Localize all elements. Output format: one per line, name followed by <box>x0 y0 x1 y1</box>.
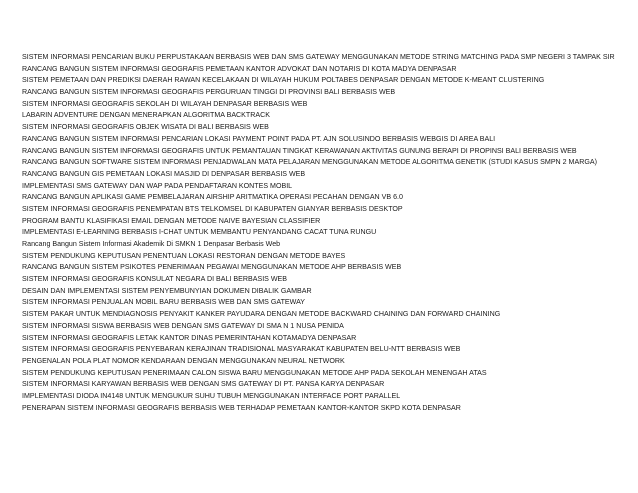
list-item: RANCANG BANGUN SISTEM INFORMASI GEOGRAFIS PERGURUAN TINGGI DI PROVINSI BALI BERBASIS WEB <box>22 88 396 97</box>
list-item: SISTEM PEMETAAN DAN PREDIKSI DAERAH RAWAN KECELAKAAN DI WILAYAH HUKUM POLTABES DENPASAR DENGAN METODE K-MEANT CLUSTERING <box>22 76 545 85</box>
list-item: SISTEM INFORMASI PENJUALAN MOBIL BARU BERBASIS WEB DAN SMS GATEWAY <box>22 298 306 307</box>
list-item: RANCANG BANGUN GIS PEMETAAN LOKASI MASJID DI DENPASAR BERBASIS WEB <box>22 169 306 178</box>
list-item: RANCANG BANGUN APLIKASI GAME PEMBELAJARAN AIRSHIP ARITMATIKA OPERASI PECAHAN DENGAN VB 6.0 <box>22 193 403 202</box>
list-item: SISTEM PENDUKUNG KEPUTUSAN PENERIMAAN CALON SISWA BARU MENGGUNAKAN METODE AHP PADA SEKOLAH MENENGAH ATAS <box>22 368 487 377</box>
list-item: LABARIN ADVENTURE DENGAN MENERAPKAN ALGORITMA BACKTRACK <box>22 111 270 120</box>
list-item: SISTEM INFORMASI GEOGRAFIS PENEMPATAN BTS TELKOMSEL DI KABUPATEN GIANYAR BERBASIS DESKTOP <box>22 204 403 213</box>
thesis-title-list <box>22 52 638 414</box>
list-item: RANCANG BANGUN SISTEM INFORMASI GEOGRAFIS UNTUK PEMANTAUAN TINGKAT KERAWANAN AKTIVITAS GUNUNG BERAPI DI PROPINSI BALI BERBASIS WEB <box>22 146 577 155</box>
list-item: RANCANG BANGUN SISTEM INFORMASI PENCARIAN LOKASI PAYMENT POINT PADA PT. AJN SOLUSINDO BERBASIS WEBGIS DI AREA BALI <box>22 134 496 143</box>
list-item: RANCANG BANGUN SISTEM PSIKOTES PENERIMAAN PEGAWAI MENGGUNAKAN METODE AHP BERBASIS WEB <box>22 263 402 272</box>
list-item: PENERAPAN SISTEM INFORMASI GEOGRAFIS BERBASIS WEB TERHADAP PEMETAAN KANTOR-KANTOR SKPD KOTA DENPASAR <box>22 403 461 412</box>
list-item: SISTEM INFORMASI GEOGRAFIS PENYEBARAN KERAJINAN TRADISIONAL MASYARAKAT KABUPATEN BELU-NTT BERBASIS WEB <box>22 345 461 354</box>
list-item: SISTEM INFORMASI GEOGRAFIS KONSULAT NEGARA DI BALI BERBASIS WEB <box>22 275 288 284</box>
list-item: DESAIN DAN IMPLEMENTASI SISTEM PENYEMBUNYIAN DOKUMEN DIBALIK GAMBAR <box>22 286 312 295</box>
list-item: RANCANG BANGUN SISTEM INFORMASI GEOGRAFIS PEMETAAN KANTOR ADVOKAT DAN NOTARIS DI KOTA MADYA DENPASAR <box>22 64 457 73</box>
list-item: SISTEM INFORMASI GEOGRAFIS OBJEK WISATA DI BALI BERBASIS WEB <box>22 123 269 132</box>
list-item: SISTEM INFORMASI GEOGRAFIS SEKOLAH DI WILAYAH DENPASAR BERBASIS WEB <box>22 99 308 108</box>
list-item: SISTEM INFORMASI KARYAWAN BERBASIS WEB DENGAN SMS GATEWAY DI PT. PANSA KARYA DENPASAR <box>22 380 385 389</box>
list-item: IMPLEMENTASI DIODA IN4148 UNTUK MENGUKUR SUHU TUBUH MENGGUNAKAN INTERFACE PORT PARALLEL <box>22 391 401 400</box>
list-item: IMPLEMENTASI E-LEARNING BERBASIS I-CHAT UNTUK MEMBANTU PENYANDANG CACAT TUNA RUNGU <box>22 228 377 237</box>
list-item: SISTEM INFORMASI PENCARIAN BUKU PERPUSTAKAAN BERBASIS WEB DAN SMS GATEWAY MENGGUNAKAN METODE STRING MATCHING PADA SMP NEGERI 3 TAMPAK SIR <box>22 53 615 61</box>
list-item: SISTEM PAKAR UNTUK MENDIAGNOSIS PENYAKIT KANKER PAYUDARA DENGAN METODE BACKWARD CHAINING DAN FORWARD CHAINING <box>22 310 501 319</box>
list-item: SISTEM INFORMASI GEOGRAFIS LETAK KANTOR DINAS PEMERINTAHAN KOTAMADYA DENPASAR <box>22 333 357 342</box>
list-item: RANCANG BANGUN SOFTWARE SISTEM INFORMASI PENJADWALAN MATA PELAJARAN MENGGUNAKAN METODE ALGORITMA GENETIK (STUDI KASUS SMPN 2 MARGA) <box>22 158 597 167</box>
list-item: Rancang Bangun Sistem Informasi Akademik Di SMKN 1 Denpasar Berbasis Web <box>22 240 281 248</box>
list-item: PENGENALAN POLA PLAT NOMOR KENDARAAN DENGAN MENGGUNAKAN NEURAL NETWORK <box>22 356 345 365</box>
list-item: SISTEM PENDUKUNG KEPUTUSAN PENENTUAN LOKASI RESTORAN DENGAN METODE BAYES <box>22 251 346 260</box>
list-item: IMPLEMENTASI SMS GATEWAY DAN WAP PADA PENDAFTARAN KONTES MOBIL <box>22 181 293 190</box>
list-item: SISTEM INFORMASI SISWA BERBASIS WEB DENGAN SMS GATEWAY DI SMA N 1 NUSA PENIDA <box>22 321 344 330</box>
list-item: PROGRAM BANTU KLASIFIKASI EMAIL DENGAN METODE NAIVE BAYESIAN CLASSIFIER <box>22 216 321 225</box>
